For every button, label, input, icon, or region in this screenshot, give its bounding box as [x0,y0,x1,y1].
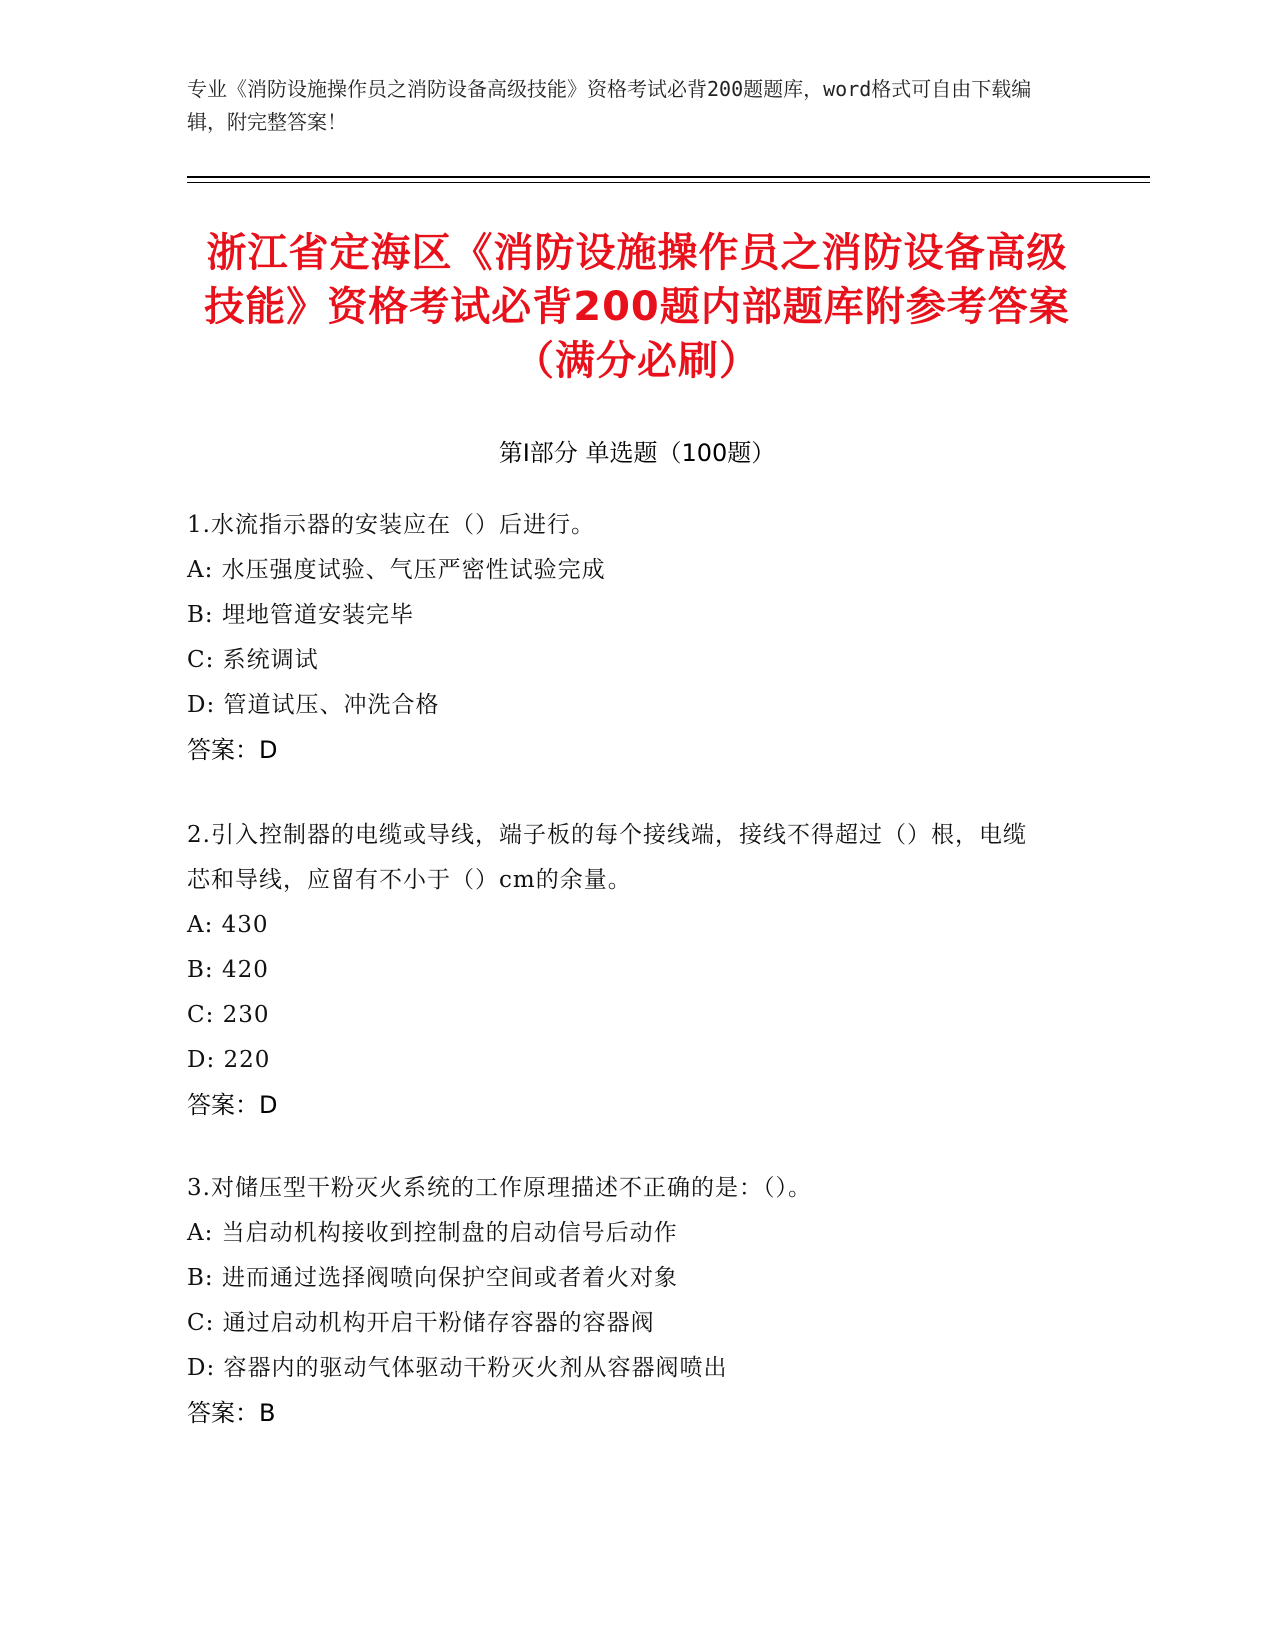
option-a: A: 水压强度试验、气压严密性试验完成 [187,557,606,583]
question-stem: 1.水流指示器的安装应在（）后进行。 [187,512,595,538]
header-divider-thin [187,182,1150,183]
document-title: 浙江省定海区《消防设施操作员之消防设备高级技能》资格考试必背200题内部题库附参考答案（满分必刷） [204,230,1070,384]
question-3 [187,1166,1087,1436]
option-b: B: 埋地管道安装完毕 [187,602,414,628]
option-c: C: 230 [187,1002,270,1028]
option-c: C: 系统调试 [187,647,319,673]
header-divider-thick [187,176,1150,178]
option-d: D: 管道试压、冲洗合格 [187,692,440,718]
question-2 [187,813,1087,1128]
option-b: B: 进而通过选择阀喷向保护空间或者着火对象 [187,1265,678,1291]
answer: 答案：B [187,1399,276,1427]
answer: 答案：D [187,1091,278,1119]
option-b: B: 420 [187,957,269,983]
question-stem: 3.对储压型干粉灭火系统的工作原理描述不正确的是：（）。 [187,1175,812,1201]
question-stem: 2.引入控制器的电缆或导线，端子板的每个接线端，接线不得超过（）根，电缆芯和导线，应留有不小于（）cm的余量。 [187,822,1027,893]
option-a: A: 当启动机构接收到控制盘的启动信号后动作 [187,1220,678,1246]
option-a: A: 430 [187,912,269,938]
section-title: 第I部分 单选题（100题） [498,439,776,467]
answer: 答案：D [187,736,278,764]
option-d: D: 220 [187,1047,271,1073]
header-note: 专业《消防设施操作员之消防设备高级技能》资格考试必背200题题库，word格式可自由下载编辑，附完整答案！ [187,77,1032,134]
question-1 [187,503,1087,773]
option-d: D: 容器内的驱动气体驱动干粉灭火剂从容器阀喷出 [187,1355,728,1381]
option-c: C: 通过启动机构开启干粉储存容器的容器阀 [187,1310,655,1336]
